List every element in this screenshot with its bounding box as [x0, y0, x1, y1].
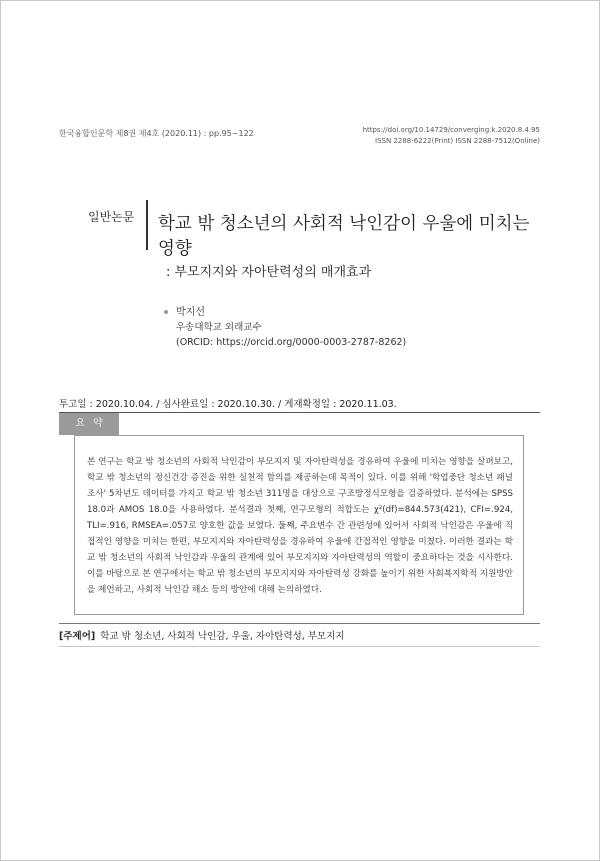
journal-info: 한국융합인문학 제8권 제4호 (2020.11) : pp.95~122: [59, 129, 254, 138]
issn-text: ISSN 2288-6222(Print) ISSN 2288-7512(Online): [375, 137, 540, 145]
abstract-body: 본 연구는 학교 밖 청소년의 사회적 낙인감이 부모지지 및 자아탄력성을 경유하여 우울에 미치는 영향을 살펴보고, 학교 밖 청소년의 정신건강 증진을 위한 실천적 함의를 제공하는데 목적이 있다. 이를 위해 '학업중단 청소년 패널조사' 5차년도 데이터를 가지고 학교 밖 청소년 311명을 대상으로 구조방정식모형을 검증하였다. 분석에는 SPSS 18.0과 AMOS 18.0을 사용하였다. 분석결과 첫째, 연구모형의 적합도는 χ²(df)=844.573(421), CFI=.924, TLI=.916, RMSEA=.057로 양호한 값을 보였다. 둘째, 주요변수 간 관련성에 있어서 사회적 낙인감은 우울에 직접적인 영향을 미치는 한편, 부모지지와 자아탄력성을 경유하여 우울에 간접적인 영향을 미쳤다. 이러한 결과는 학교 밖 청소년의 사회적 낙인감과 우울의 관계에 있어 부모지지와 자아탄력성의 역할이 중요하다는 것을 시사한다. 이를 바탕으로 본 연구에서는 학교 밖 청소년의 부모지지와 자아탄력성 강화를 높이기 위한 사회복지학적 지원방안을 제언하고, 사회적 낙인감 해소 등의 방안에 대해 논의하였다.: [87, 457, 513, 595]
author-affiliation: 우송대학교 외래교수: [176, 322, 262, 333]
article-title: 학교 밖 청소년의 사회적 낙인감이 우울에 미치는 영향: [158, 213, 530, 259]
bullet-icon: [164, 310, 168, 314]
abstract-box: [74, 435, 524, 615]
keywords-row: [59, 628, 345, 642]
abstract-heading: 요약: [59, 413, 119, 435]
author-name: 박지선: [176, 307, 205, 318]
submission-dates: 투고일 : 2020.10.04. / 심사완료일 : 2020.10.30. / 게재확정일 : 2020.11.03.: [59, 399, 397, 410]
keywords-label: [주제어]: [59, 631, 96, 642]
author-block: [176, 305, 406, 350]
article-category: 일반논문: [88, 210, 135, 224]
author-orcid[interactable]: (ORCID: https://orcid.org/0000-0003-2787-8262): [176, 337, 407, 348]
article-subtitle: : 부모지지와 자아탄력성의 매개효과: [166, 265, 372, 280]
keywords-top-divider: [59, 623, 540, 624]
keywords-bottom-divider: [59, 646, 540, 647]
doi-link[interactable]: https://doi.org/10.14729/converging.k.2020.8.4.95: [362, 126, 540, 134]
doi-issn-block: [363, 125, 540, 147]
title-divider: [146, 200, 148, 250]
keywords-text: 학교 밖 청소년, 사회적 낙인감, 우울, 자아탄력성, 부모지지: [100, 631, 345, 642]
dates-divider: [59, 412, 540, 413]
